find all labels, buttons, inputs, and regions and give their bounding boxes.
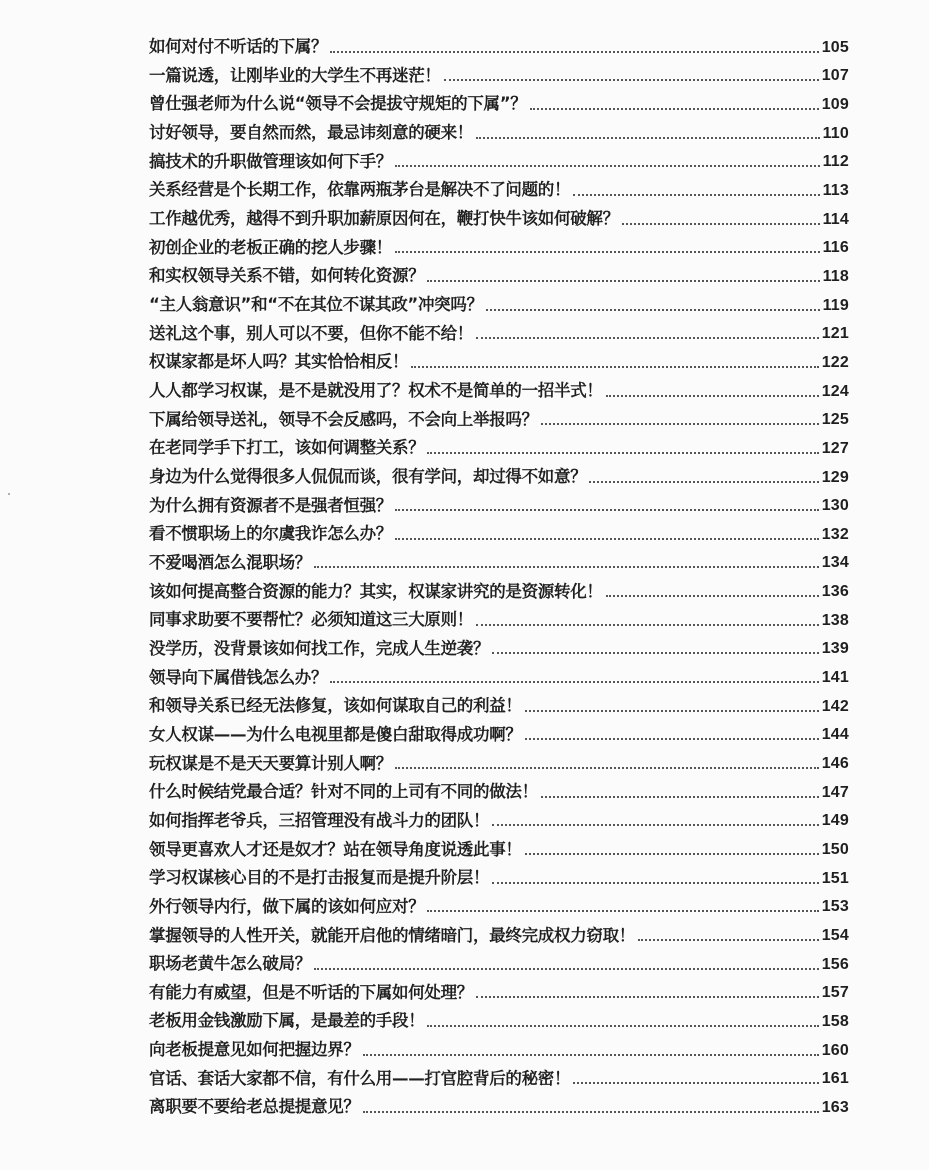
- dot-leader: [444, 79, 819, 81]
- dot-leader: [427, 452, 818, 454]
- toc-entry-page-number: 127: [821, 439, 849, 457]
- toc-entry[interactable]: [149, 457, 849, 486]
- toc-entry-title: 掌握领导的人性开关，就能开启他的情绪暗门，最终完成权力窃取！: [149, 925, 636, 945]
- table-of-contents: [149, 27, 849, 1116]
- toc-entry-page-number: 124: [821, 382, 849, 400]
- toc-entry-page-number: 105: [821, 38, 849, 56]
- toc-entry[interactable]: [149, 1030, 849, 1059]
- toc-entry-title: 初创企业的老板正确的挖人步骤！: [149, 237, 393, 257]
- toc-entry-page-number: 125: [821, 411, 849, 429]
- toc-entry-title: 外行领导内行，做下属的该如何应对？: [149, 896, 425, 916]
- toc-entry[interactable]: [149, 342, 849, 371]
- toc-entry-page-number: 112: [822, 153, 849, 171]
- toc-entry[interactable]: [149, 27, 849, 56]
- toc-entry-title: 有能力有威望，但是不听话的下属如何处理？: [149, 982, 474, 1002]
- dot-leader: [541, 796, 819, 798]
- toc-entry-page-number: 161: [821, 1070, 849, 1088]
- toc-entry-title: 学习权谋核心目的不是打击报复而是提升阶层！: [149, 868, 490, 888]
- toc-entry[interactable]: [149, 84, 849, 113]
- dot-leader: [476, 137, 820, 139]
- dot-leader: [476, 337, 819, 339]
- toc-entry-page-number: 153: [821, 898, 849, 916]
- toc-entry[interactable]: [149, 973, 849, 1002]
- dot-leader: [476, 624, 819, 626]
- toc-entry-page-number: 119: [822, 296, 849, 314]
- toc-entry-page-number: 146: [821, 755, 849, 773]
- toc-entry[interactable]: [149, 1001, 849, 1030]
- dot-leader: [330, 51, 819, 53]
- toc-entry-page-number: 163: [821, 1098, 849, 1116]
- toc-entry-page-number: 122: [821, 353, 849, 371]
- dot-leader: [395, 767, 819, 769]
- toc-entry-title: 搞技术的升职做管理该如何下手？: [149, 151, 393, 171]
- scan-speck: [8, 493, 10, 495]
- toc-entry[interactable]: [149, 400, 849, 429]
- toc-entry-title: 一篇说透，让刚毕业的大学生不再迷茫！: [149, 65, 441, 85]
- dot-leader: [492, 652, 819, 654]
- dot-leader: [606, 395, 819, 397]
- dot-leader: [330, 681, 819, 683]
- toc-entry-page-number: 109: [821, 95, 849, 113]
- toc-entry[interactable]: [149, 428, 849, 457]
- toc-entry-title: 职场老黄牛怎么破局？: [149, 954, 312, 974]
- toc-entry-title: 同事求助要不要帮忙？必须知道这三大原则！: [149, 610, 474, 630]
- toc-entry-page-number: 121: [821, 325, 849, 343]
- toc-entry[interactable]: [149, 514, 849, 543]
- dot-leader: [363, 1054, 819, 1056]
- toc-entry-page-number: 134: [821, 554, 849, 572]
- toc-entry[interactable]: [149, 56, 849, 85]
- toc-entry-title: 身边为什么觉得很多人侃侃而谈，很有学问，却过得不如意？: [149, 467, 587, 486]
- dot-leader: [573, 194, 819, 196]
- toc-entry[interactable]: [149, 715, 849, 744]
- dot-leader: [395, 509, 819, 511]
- dot-leader: [492, 824, 819, 826]
- toc-entry[interactable]: [149, 142, 849, 171]
- toc-entry-title: 送礼这个事，别人可以不要，但你不能不给！: [149, 323, 474, 343]
- toc-entry-title: 老板用金钱激励下属，是最差的手段！: [149, 1011, 425, 1031]
- dot-leader: [411, 366, 819, 368]
- toc-entry-title: 如何对付不听话的下属？: [149, 37, 328, 57]
- toc-entry[interactable]: [149, 228, 849, 257]
- toc-entry-page-number: 113: [822, 181, 849, 199]
- toc-entry-page-number: 144: [821, 726, 849, 744]
- toc-entry-title: 领导向下属借钱怎么办？: [149, 667, 328, 687]
- toc-entry-title: 人人都学习权谋，是不是就没用了？权术不是简单的一招半式！: [149, 381, 603, 401]
- dot-leader: [476, 996, 819, 998]
- toc-entry[interactable]: [149, 629, 849, 658]
- dot-leader: [541, 423, 819, 425]
- toc-entry-title: “主人翁意识”和“不在其位不谋其政”冲突吗？: [149, 295, 483, 315]
- dot-leader: [314, 566, 819, 568]
- toc-entry[interactable]: [149, 686, 849, 715]
- toc-entry[interactable]: [149, 858, 849, 887]
- toc-entry-page-number: 116: [822, 239, 849, 257]
- toc-entry-page-number: 114: [822, 210, 849, 228]
- dot-leader: [395, 251, 820, 253]
- dot-leader: [525, 853, 819, 855]
- toc-entry-title: 官话、套话大家都不信，有什么用——打官腔背后的秘密！: [149, 1068, 571, 1088]
- toc-entry[interactable]: [149, 1059, 849, 1088]
- dot-leader: [622, 223, 820, 225]
- toc-entry-page-number: 150: [821, 841, 849, 859]
- toc-entry-title: 如何指挥老爷兵，三招管理没有战斗力的团队！: [149, 810, 490, 830]
- toc-entry-page-number: 138: [821, 611, 849, 629]
- toc-entry-title: 和领导关系已经无法修复，该如何谋取自己的利益！: [149, 696, 522, 716]
- dot-leader: [638, 939, 819, 941]
- toc-entry[interactable]: [149, 543, 849, 572]
- toc-entry[interactable]: [149, 801, 849, 830]
- dot-leader: [395, 165, 820, 167]
- toc-entry-title: 离职要不要给老总提提意见？: [149, 1097, 360, 1117]
- toc-entry-title: 该如何提高整合资源的能力？其实，权谋家讲究的是资源转化！: [149, 581, 603, 601]
- toc-entry-page-number: 154: [821, 927, 849, 944]
- toc-entry[interactable]: [149, 600, 849, 629]
- toc-entry-title: 工作越优秀，越得不到升职加薪原因何在，鞭打快牛该如何破解？: [149, 209, 619, 229]
- toc-entry-page-number: 158: [821, 1012, 849, 1030]
- dot-leader: [395, 538, 819, 540]
- dot-leader: [525, 710, 819, 712]
- toc-entry-title: 向老板提意见如何把握边界？: [149, 1040, 360, 1060]
- dot-leader: [492, 882, 819, 884]
- toc-entry-page-number: 156: [821, 955, 849, 973]
- toc-entry-title: 领导更喜欢人才还是奴才？站在领导角度说透此事！: [149, 839, 522, 859]
- toc-entry-page-number: 151: [821, 869, 849, 887]
- toc-entry-title: 没学历，没背景该如何找工作，完成人生逆袭？: [149, 638, 490, 658]
- toc-entry[interactable]: [149, 371, 849, 400]
- dot-leader: [525, 738, 819, 740]
- toc-entry-title: 和实权领导关系不错，如何转化资源？: [149, 266, 425, 286]
- toc-entry-page-number: 132: [821, 525, 849, 543]
- toc-entry[interactable]: [149, 199, 849, 228]
- dot-leader: [573, 1082, 819, 1084]
- toc-entry[interactable]: [149, 743, 849, 772]
- dot-leader: [314, 968, 819, 970]
- toc-entry-page-number: 141: [821, 669, 849, 687]
- dot-leader: [530, 108, 819, 110]
- toc-entry-title: 讨好领导，要自然而然，最忌讳刻意的硬来！: [149, 123, 474, 143]
- toc-entry-page-number: 147: [821, 783, 849, 801]
- toc-entry-title: 下属给领导送礼，领导不会反感吗，不会向上举报吗？: [149, 409, 538, 429]
- dot-leader: [427, 1025, 818, 1027]
- dot-leader: [486, 309, 820, 311]
- toc-entry[interactable]: [149, 285, 849, 314]
- toc-entry-page-number: 118: [822, 267, 849, 285]
- toc-entry-page-number: 110: [822, 124, 849, 142]
- toc-entry[interactable]: [149, 571, 849, 600]
- toc-entry-title: 不爱喝酒怎么混职场？: [149, 552, 312, 572]
- dot-leader: [427, 280, 819, 282]
- toc-entry[interactable]: [149, 486, 849, 515]
- toc-entry-title: 为什么拥有资源者不是强者恒强？: [149, 495, 393, 515]
- toc-entry-title: 女人权谋——为什么电视里都是傻白甜取得成功啊？: [149, 724, 522, 744]
- toc-entry-title: 看不惯职场上的尔虞我诈怎么办？: [149, 524, 393, 544]
- toc-entry-page-number: 129: [821, 468, 849, 486]
- dot-leader: [427, 910, 818, 912]
- dot-leader: [589, 481, 818, 483]
- toc-entry-page-number: 149: [821, 812, 849, 830]
- toc-entry[interactable]: [149, 1087, 849, 1116]
- toc-entry-page-number: 142: [821, 697, 849, 715]
- toc-entry[interactable]: [149, 314, 849, 343]
- toc-entry[interactable]: [149, 915, 849, 944]
- toc-entry-title: 玩权谋是不是天天要算计别人啊？: [149, 753, 393, 773]
- toc-entry[interactable]: [149, 887, 849, 916]
- toc-entry-page-number: 157: [821, 984, 849, 1002]
- dot-leader: [363, 1111, 819, 1113]
- toc-entry-page-number: 160: [821, 1041, 849, 1059]
- toc-entry[interactable]: [149, 113, 849, 142]
- toc-entry-title: 在老同学手下打工，该如何调整关系？: [149, 438, 425, 458]
- toc-entry-page-number: 107: [821, 67, 849, 85]
- toc-entry-page-number: 130: [821, 497, 849, 515]
- toc-entry-title: 曾仕强老师为什么说“领导不会提拔守规矩的下属”？: [149, 94, 527, 114]
- toc-entry-page-number: 139: [821, 640, 849, 658]
- toc-entry-title: 什么时候结党最合适？针对不同的上司有不同的做法！: [149, 782, 538, 802]
- toc-entry[interactable]: [149, 657, 849, 686]
- toc-entry[interactable]: [149, 170, 849, 199]
- toc-entry-title: 权谋家都是坏人吗？其实恰恰相反！: [149, 352, 409, 372]
- toc-entry[interactable]: [149, 772, 849, 801]
- dot-leader: [606, 595, 819, 597]
- toc-entry[interactable]: [149, 256, 849, 285]
- toc-entry[interactable]: [149, 944, 849, 973]
- toc-entry-title: 关系经营是个长期工作，依靠两瓶茅台是解决不了问题的！: [149, 180, 571, 200]
- toc-entry[interactable]: [149, 829, 849, 858]
- toc-entry-page-number: 136: [821, 583, 849, 601]
